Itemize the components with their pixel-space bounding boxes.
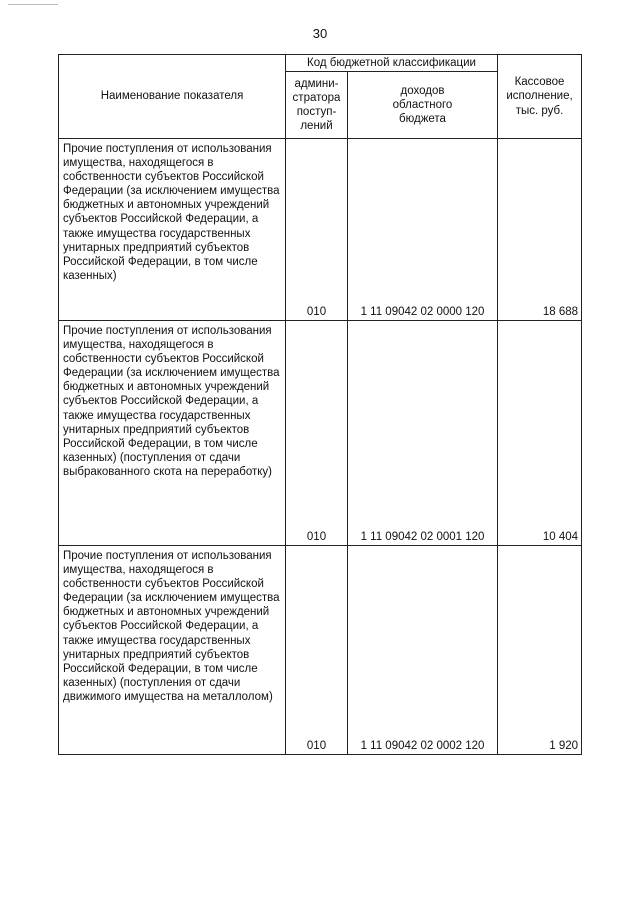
header-line: Кассовое [514, 76, 565, 89]
header-line: исполнение, [506, 90, 573, 103]
table-row [59, 321, 582, 546]
row-name: Прочие поступления от использования имущества, находящегося в собственности субъектов Российской Федерации (за исключением имущества бюджетных и автономных учреждений субъектов Российской Федерации, а также имущества государственных унитарных предприятий субъектов Российской Федерации, в том числе казенных) (поступления от сдачи движимого имущества на металлолом) [59, 546, 286, 755]
row-revenue-code: 1 11 09042 02 0001 120 [348, 321, 498, 546]
header-line: тыс. руб. [515, 104, 564, 117]
header-line: стратора [292, 91, 341, 104]
row-admin-code: 010 [286, 546, 348, 755]
row-name: Прочие поступления от использования имущества, находящегося в собственности субъектов Российской Федерации (за исключением имущества бюджетных и автономных учреждений субъектов Российской Федерации, а также имущества государственных унитарных предприятий субъектов Российской Федерации, в том числе казенных) (поступления от сдачи выбракованного скота на переработку) [59, 321, 286, 546]
header-admin-text [286, 77, 347, 133]
header-line: админи- [294, 77, 339, 90]
row-execution: 18 688 [498, 139, 582, 321]
row-revenue-code: 1 11 09042 02 0000 120 [348, 139, 498, 321]
row-name: Прочие поступления от использования имущества, находящегося в собственности субъектов Российской Федерации (за исключением имущества бюджетных и автономных учреждений субъектов Российской Федерации, а также имущества государственных унитарных предприятий субъектов Российской Федерации, в том числе казенных) [59, 139, 286, 321]
header-line: доходов [400, 84, 445, 97]
table-row [59, 139, 582, 321]
row-execution: 10 404 [498, 321, 582, 546]
header-name: Наименование показателя [59, 55, 286, 139]
budget-table [58, 54, 582, 755]
table-row [59, 546, 582, 755]
row-admin-code: 010 [286, 139, 348, 321]
header-line: поступ- [296, 106, 337, 118]
header-revenue-code-text [348, 84, 497, 126]
header-line: областного [392, 98, 453, 111]
header-admin [286, 72, 348, 139]
row-admin-code: 010 [286, 321, 348, 546]
header-line: лений [300, 120, 333, 133]
header-classification: Код бюджетной классификации [286, 55, 498, 72]
header-execution-text [498, 75, 581, 117]
header-line: бюджета [399, 113, 446, 126]
header-execution [498, 55, 582, 139]
header-revenue-code [348, 72, 498, 139]
scan-mark [8, 4, 58, 5]
row-execution: 1 920 [498, 546, 582, 755]
page-number: 30 [312, 26, 328, 41]
row-revenue-code: 1 11 09042 02 0002 120 [348, 546, 498, 755]
